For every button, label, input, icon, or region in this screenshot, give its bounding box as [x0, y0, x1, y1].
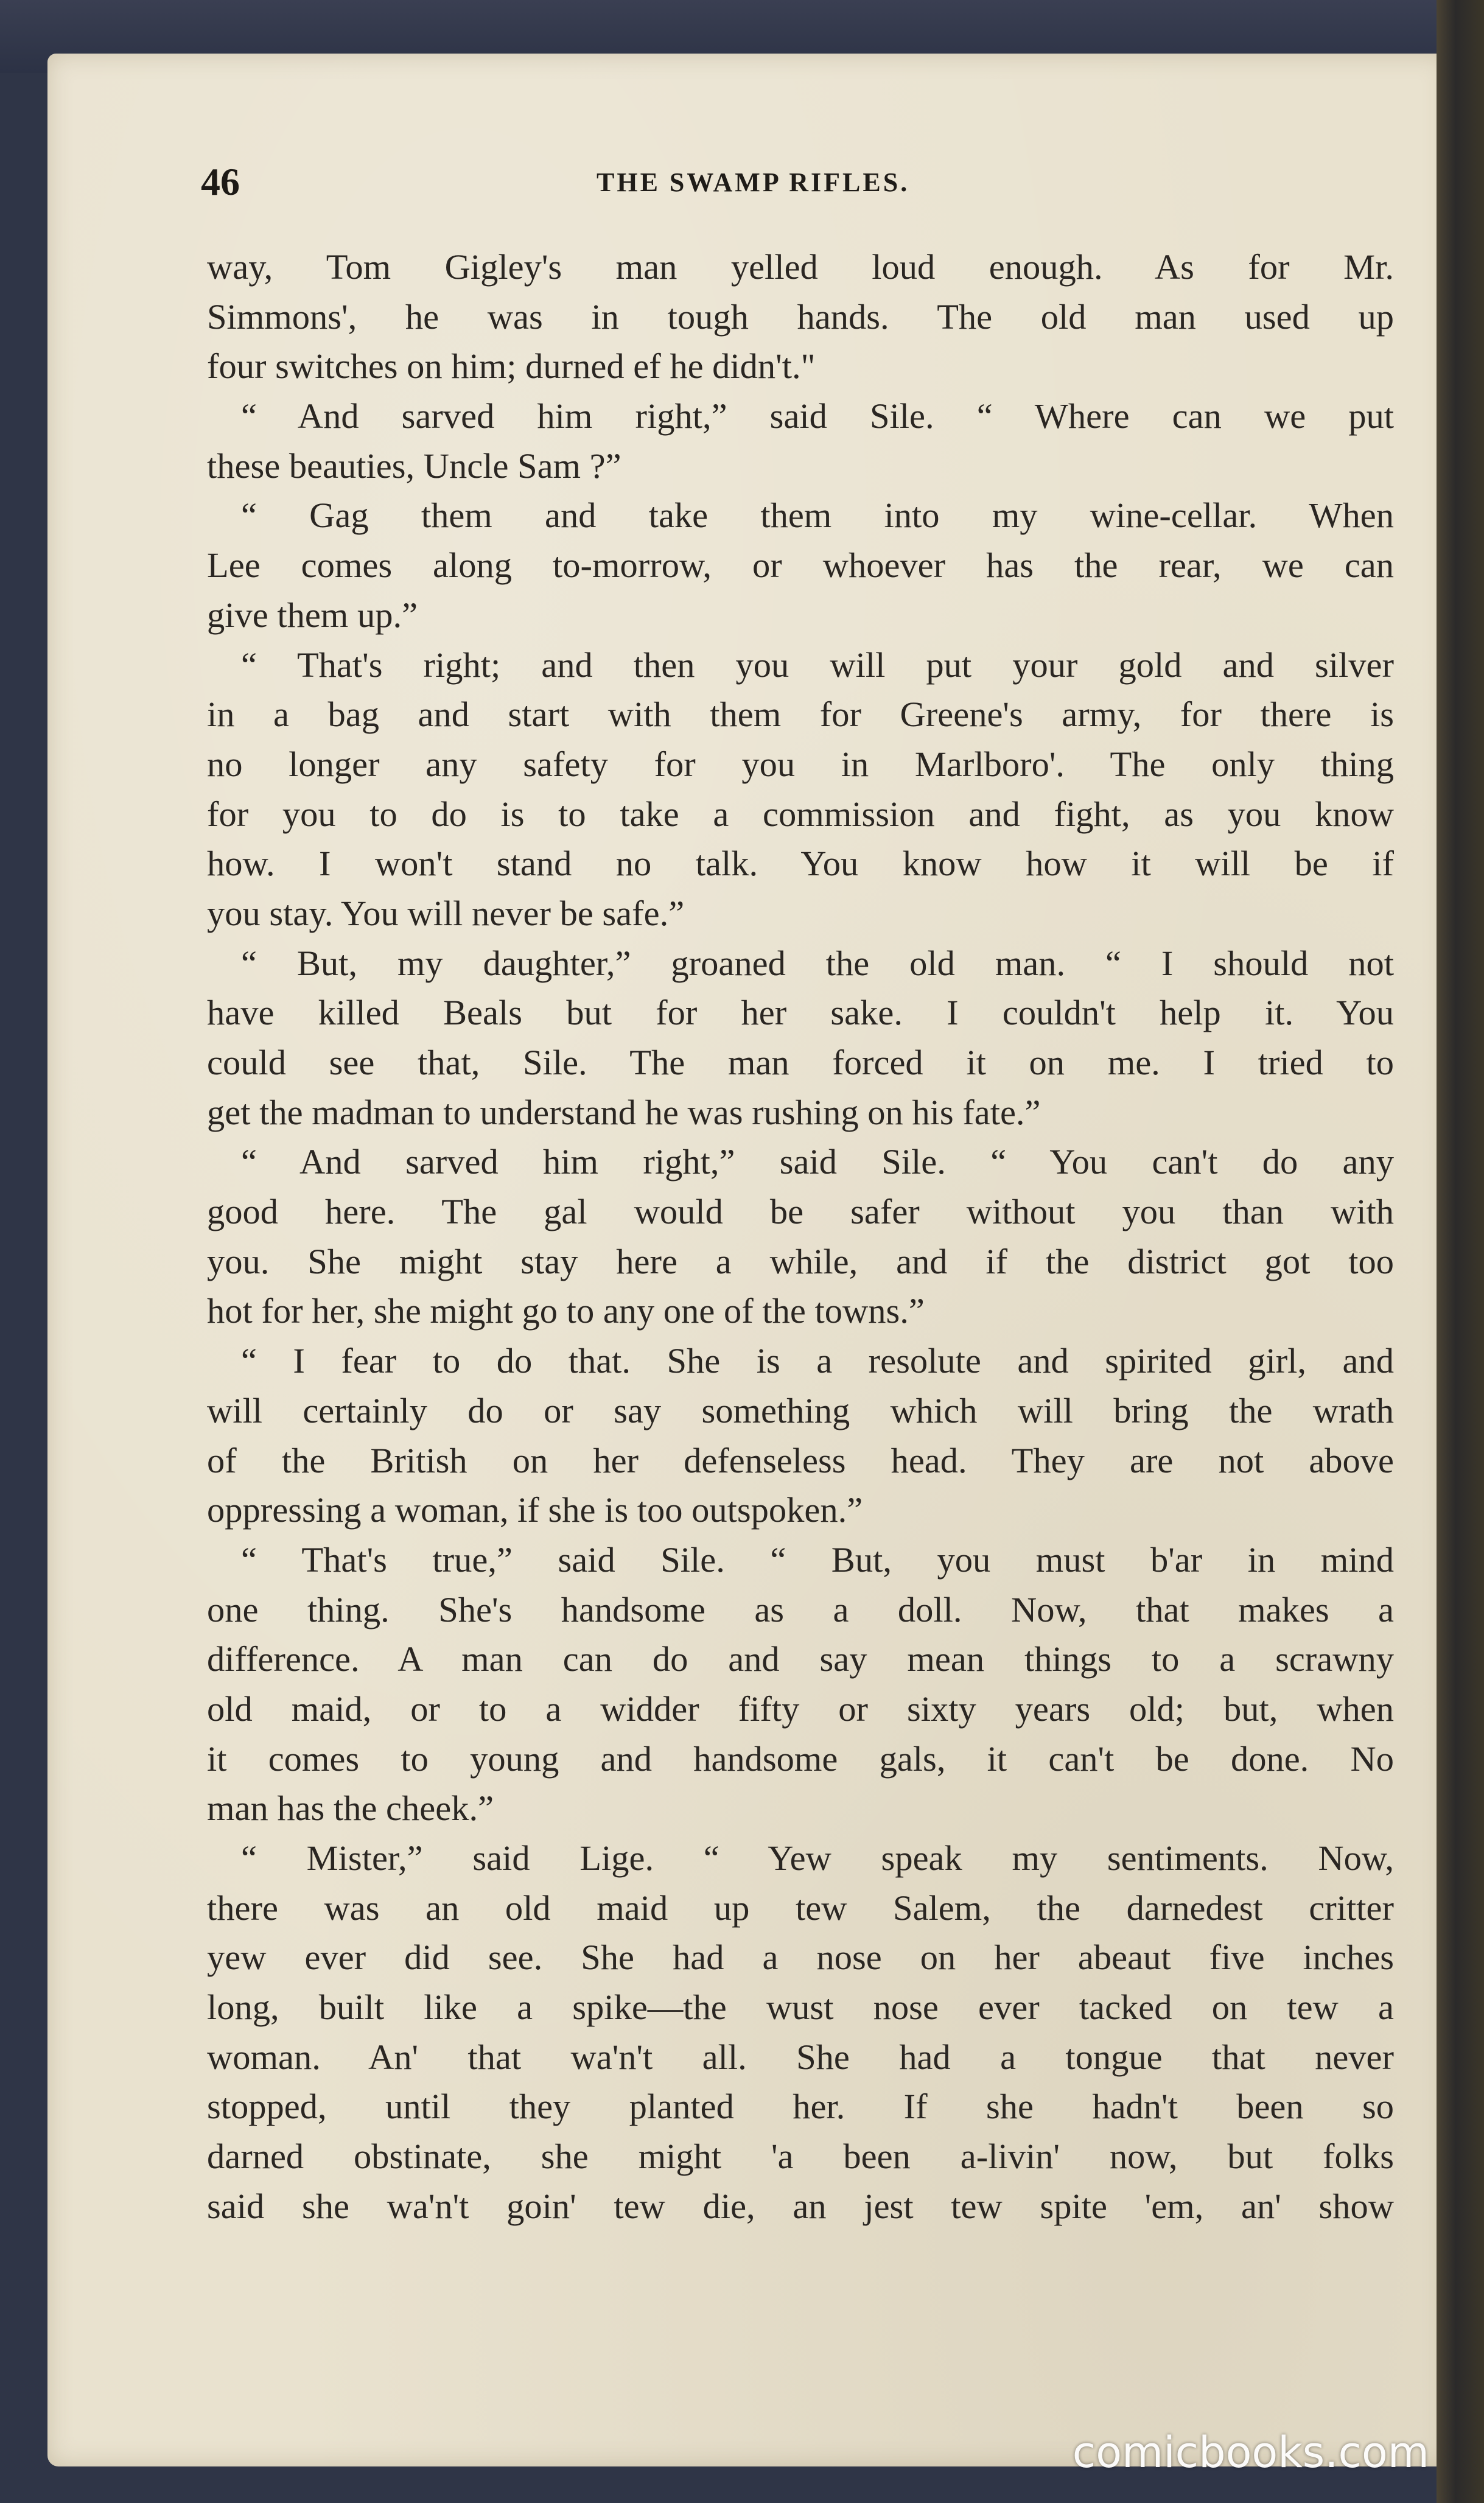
page-header: [201, 159, 1406, 208]
text-line: it comes to young and handsome gals, it can't be done. No: [207, 1738, 1394, 1779]
body-text: [207, 242, 1394, 2232]
text-line: “ Mister,” said Lige. “ Yew speak my sentiments. Now,: [241, 1838, 1394, 1878]
text-line: get the madman to understand he was rushing on his fate.”: [207, 1092, 1041, 1132]
text-line: you. She might stay here a while, and if the district got too: [207, 1241, 1394, 1281]
text-line: oppressing a woman, if she is too outspoken.”: [207, 1490, 863, 1530]
text-line: difference. A man can do and say mean things to a scrawny: [207, 1639, 1394, 1679]
text-line: “ And sarved him right,” said Sile. “ You can't do any: [241, 1142, 1394, 1182]
text-line: yew ever did see. She had a nose on her abeaut five inches: [207, 1938, 1394, 1978]
text-line: no longer any safety for you in Marlboro'. The only thing: [207, 744, 1394, 784]
page-number: 46: [201, 160, 240, 203]
text-line: in a bag and start with them for Greene's army, for there is: [207, 695, 1394, 735]
text-line: “ And sarved him right,” said Sile. “ Where can we put: [241, 396, 1394, 436]
text-line: hot for her, she might go to any one of the towns.”: [207, 1291, 925, 1331]
text-line: long, built like a spike—the wust nose ever tacked on tew a: [207, 1987, 1394, 2028]
text-line: old maid, or to a widder fifty or sixty years old; but, when: [207, 1689, 1394, 1729]
text-line: of the British on her defenseless head. They are not above: [207, 1440, 1394, 1480]
text-line: could see that, Sile. The man forced it on me. I tried to: [207, 1043, 1394, 1082]
text-line: “ That's true,” said Sile. “ But, you must b'ar in mind: [241, 1539, 1394, 1580]
text-line: will certainly do or say something which will bring the wrath: [207, 1390, 1394, 1430]
text-line: “ Gag them and take them into my wine-cellar. When: [241, 495, 1394, 536]
page-edge: [1437, 0, 1484, 2503]
text-line: Lee comes along to-morrow, or whoever has the rear, we can: [207, 545, 1394, 586]
text-line: “ But, my daughter,” groaned the old man. “ I should not: [241, 943, 1394, 983]
text-line: “ I fear to do that. She is a resolute and spirited girl, and: [241, 1341, 1394, 1381]
text-line: how. I won't stand no talk. You know how it will be if: [207, 844, 1394, 884]
text-line: darned obstinate, she might 'a been a-livin' now, but folks: [207, 2137, 1394, 2177]
text-line: for you to do is to take a commission and fight, as you know: [207, 794, 1394, 834]
text-line: you stay. You will never be safe.”: [207, 893, 685, 933]
text-line: have killed Beals but for her sake. I couldn't help it. You: [207, 993, 1394, 1033]
watermark: comicbooks.com: [1072, 2428, 1429, 2477]
text-line: good here. The gal would be safer without you than with: [207, 1192, 1394, 1232]
text-line: said she wa'n't goin' tew die, an jest tew spite 'em, an' show: [207, 2186, 1394, 2226]
text-line: stopped, until they planted her. If she hadn't been so: [207, 2087, 1394, 2127]
text-line: way, Tom Gigley's man yelled loud enough. As for Mr.: [207, 247, 1394, 287]
text-line: woman. An' that wa'n't all. She had a tongue that never: [207, 2037, 1394, 2077]
text-line: these beauties, Uncle Sam ?”: [207, 446, 621, 486]
text-line: man has the cheek.”: [207, 1788, 494, 1829]
text-line: give them up.”: [207, 595, 418, 635]
text-line: one thing. She's handsome as a doll. Now, that makes a: [207, 1589, 1394, 1630]
text-line: Simmons', he was in tough hands. The old man used up: [207, 296, 1394, 337]
running-title: THE SWAMP RIFLES.: [597, 167, 910, 197]
text-line: four switches on him; durned ef he didn't.": [207, 346, 816, 387]
text-line: “ That's right; and then you will put your gold and silver: [241, 645, 1394, 685]
text-line: there was an old maid up tew Salem, the darnedest critter: [207, 1888, 1394, 1928]
